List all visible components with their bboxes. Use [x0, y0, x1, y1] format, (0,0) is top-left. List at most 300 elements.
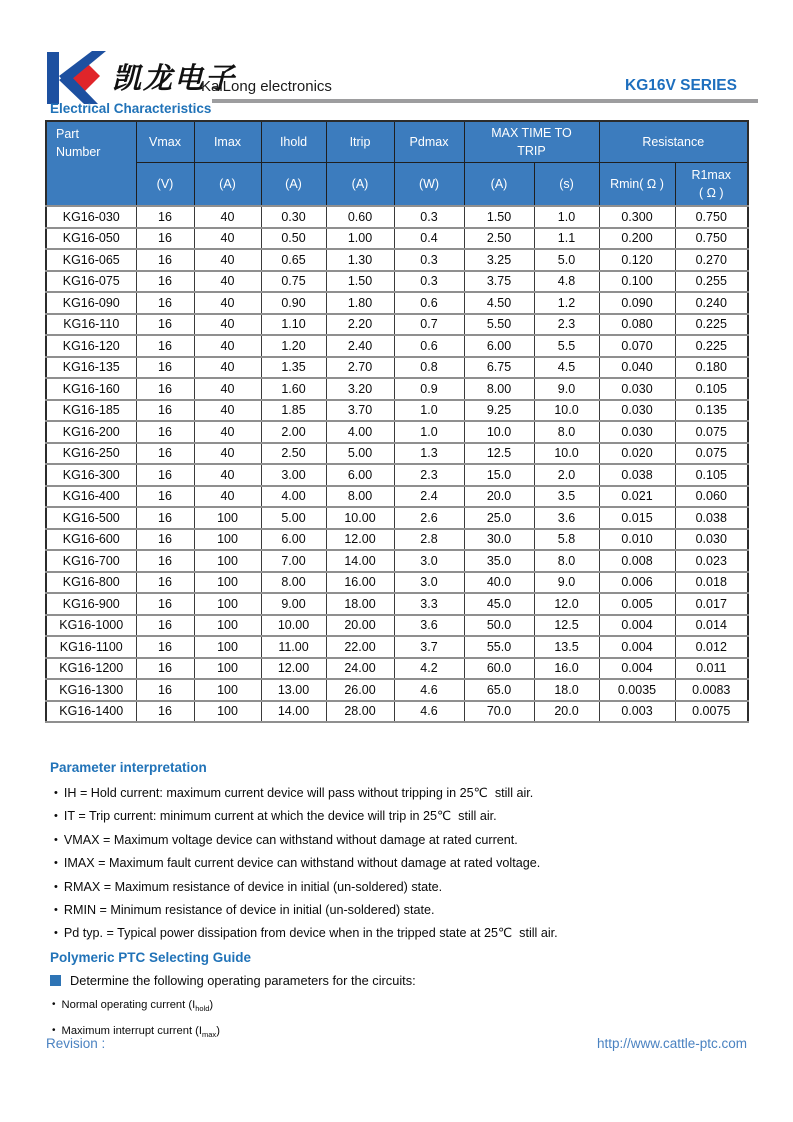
value-cell: 0.075: [675, 421, 748, 443]
table-row: [46, 507, 748, 529]
part-number-cell: KG16-135: [46, 357, 136, 379]
value-cell: 3.25: [464, 249, 534, 271]
value-cell: 0.070: [599, 335, 675, 357]
value-cell: 0.270: [675, 249, 748, 271]
value-cell: 3.0: [394, 550, 464, 572]
value-cell: 0.090: [599, 292, 675, 314]
value-cell: 2.3: [394, 464, 464, 486]
value-cell: 0.200: [599, 228, 675, 250]
value-cell: 3.3: [394, 593, 464, 615]
parameter-item: • IH = Hold current: maximum current device will pass without tripping in 25℃ still air.: [50, 782, 747, 805]
unit-header-cell: (W): [394, 163, 464, 207]
value-cell: 100: [194, 636, 261, 658]
table-row: [46, 357, 748, 379]
value-cell: 16: [136, 228, 194, 250]
company-name-chinese: 凯龙电子: [112, 63, 237, 95]
value-cell: 5.8: [534, 529, 599, 551]
website-link[interactable]: http://www.cattle-ptc.com: [596, 1036, 747, 1051]
column-header-part-number-label: Part Number: [56, 127, 101, 160]
table-row: [46, 335, 748, 357]
value-cell: 0.030: [675, 529, 748, 551]
table-row: [46, 228, 748, 250]
value-cell: 8.00: [326, 486, 394, 508]
value-cell: 0.008: [599, 550, 675, 572]
value-cell: 16: [136, 443, 194, 465]
value-cell: 100: [194, 507, 261, 529]
parameter-item: • RMIN = Minimum resistance of device in initial (un-soldered) state.: [50, 899, 747, 922]
value-cell: 0.0075: [675, 701, 748, 723]
part-number-cell: KG16-800: [46, 572, 136, 594]
column-header-itrip: Itrip: [326, 121, 394, 163]
value-cell: 0.004: [599, 658, 675, 680]
value-cell: 0.006: [599, 572, 675, 594]
value-cell: 40: [194, 228, 261, 250]
value-cell: 0.3: [394, 249, 464, 271]
parameter-item: • RMAX = Maximum resistance of device in initial (un-soldered) state.: [50, 876, 747, 899]
value-cell: 1.60: [261, 378, 326, 400]
value-cell: 40: [194, 421, 261, 443]
value-cell: 8.0: [534, 550, 599, 572]
part-number-cell: KG16-200: [46, 421, 136, 443]
value-cell: 0.255: [675, 271, 748, 293]
value-cell: 0.750: [675, 228, 748, 250]
value-cell: 5.5: [534, 335, 599, 357]
value-cell: 35.0: [464, 550, 534, 572]
value-cell: 16: [136, 206, 194, 228]
value-cell: 1.0: [394, 421, 464, 443]
value-cell: 0.120: [599, 249, 675, 271]
value-cell: 0.038: [599, 464, 675, 486]
value-cell: 0.010: [599, 529, 675, 551]
value-cell: 6.75: [464, 357, 534, 379]
value-cell: 6.00: [261, 529, 326, 551]
value-cell: 100: [194, 615, 261, 637]
value-cell: 8.0: [534, 421, 599, 443]
value-cell: 2.50: [261, 443, 326, 465]
value-cell: 50.0: [464, 615, 534, 637]
value-cell: 25.0: [464, 507, 534, 529]
table-row: [46, 486, 748, 508]
value-cell: 0.3: [394, 271, 464, 293]
value-cell: 16: [136, 593, 194, 615]
value-cell: 0.30: [261, 206, 326, 228]
parameter-list: [50, 782, 747, 946]
value-cell: 40: [194, 335, 261, 357]
value-cell: 12.0: [534, 593, 599, 615]
value-cell: 28.00: [326, 701, 394, 723]
table-row: [46, 271, 748, 293]
part-number-cell: KG16-065: [46, 249, 136, 271]
part-number-cell: KG16-1300: [46, 679, 136, 701]
value-cell: 1.35: [261, 357, 326, 379]
table-body: [46, 206, 748, 722]
value-cell: 2.4: [394, 486, 464, 508]
value-cell: 0.8: [394, 357, 464, 379]
value-cell: 3.7: [394, 636, 464, 658]
part-number-cell: KG16-600: [46, 529, 136, 551]
value-cell: 0.75: [261, 271, 326, 293]
value-cell: 16: [136, 550, 194, 572]
part-number-cell: KG16-030: [46, 206, 136, 228]
value-cell: 0.005: [599, 593, 675, 615]
value-cell: 2.70: [326, 357, 394, 379]
guide-lead-text: Determine the following operating parameters for the circuits:: [70, 973, 416, 988]
value-cell: 15.0: [464, 464, 534, 486]
value-cell: 5.50: [464, 314, 534, 336]
value-cell: 4.6: [394, 701, 464, 723]
table-row: [46, 400, 748, 422]
part-number-cell: KG16-250: [46, 443, 136, 465]
column-header-vmax: Vmax: [136, 121, 194, 163]
value-cell: 0.030: [599, 421, 675, 443]
value-cell: 40: [194, 378, 261, 400]
value-cell: 0.50: [261, 228, 326, 250]
part-number-cell: KG16-1000: [46, 615, 136, 637]
column-header-max-time-to-trip-label: MAX TIME TO TRIP: [491, 125, 572, 158]
value-cell: 4.00: [261, 486, 326, 508]
value-cell: 100: [194, 658, 261, 680]
section-title-selecting-guide: Polymeric PTC Selecting Guide: [50, 950, 252, 965]
table-row: [46, 249, 748, 271]
unit-header-cell: (s): [534, 163, 599, 207]
table-row: [46, 378, 748, 400]
revision-label: Revision :: [46, 1036, 106, 1051]
value-cell: 1.10: [261, 314, 326, 336]
value-cell: 0.030: [599, 378, 675, 400]
value-cell: 30.0: [464, 529, 534, 551]
value-cell: 3.00: [261, 464, 326, 486]
value-cell: 0.004: [599, 615, 675, 637]
kailong-logo-icon: [46, 50, 108, 106]
value-cell: 16: [136, 529, 194, 551]
value-cell: 40.0: [464, 572, 534, 594]
unit-header-cell: (V): [136, 163, 194, 207]
part-number-cell: KG16-185: [46, 400, 136, 422]
value-cell: 0.225: [675, 314, 748, 336]
value-cell: 1.3: [394, 443, 464, 465]
value-cell: 100: [194, 529, 261, 551]
value-cell: 4.50: [464, 292, 534, 314]
column-header-max-time-to-trip: [464, 121, 599, 163]
value-cell: 16: [136, 507, 194, 529]
value-cell: 3.6: [394, 615, 464, 637]
unit-header-cell: (A): [194, 163, 261, 207]
parameter-item: • Pd typ. = Typical power dissipation from device when in the tripped state at 25℃ still air.: [50, 922, 747, 945]
value-cell: 1.0: [394, 400, 464, 422]
value-cell: 1.20: [261, 335, 326, 357]
value-cell: 2.6: [394, 507, 464, 529]
part-number-cell: KG16-050: [46, 228, 136, 250]
value-cell: 0.90: [261, 292, 326, 314]
value-cell: 9.0: [534, 378, 599, 400]
value-cell: 10.00: [326, 507, 394, 529]
value-cell: 2.3: [534, 314, 599, 336]
value-cell: 11.00: [261, 636, 326, 658]
value-cell: 16: [136, 400, 194, 422]
value-cell: 0.040: [599, 357, 675, 379]
table-units-row: [46, 163, 748, 207]
value-cell: 22.00: [326, 636, 394, 658]
page-footer: [46, 1036, 747, 1051]
value-cell: 10.00: [261, 615, 326, 637]
part-number-cell: KG16-1200: [46, 658, 136, 680]
header-divider: [212, 99, 758, 103]
value-cell: 2.8: [394, 529, 464, 551]
value-cell: 4.5: [534, 357, 599, 379]
value-cell: 1.50: [326, 271, 394, 293]
value-cell: 0.023: [675, 550, 748, 572]
column-header-imax: Imax: [194, 121, 261, 163]
value-cell: 65.0: [464, 679, 534, 701]
value-cell: 40: [194, 249, 261, 271]
value-cell: 0.6: [394, 292, 464, 314]
value-cell: 4.6: [394, 679, 464, 701]
value-cell: 16: [136, 335, 194, 357]
parameter-interpretation-section: [50, 760, 747, 946]
value-cell: 1.50: [464, 206, 534, 228]
value-cell: 16: [136, 658, 194, 680]
value-cell: 13.5: [534, 636, 599, 658]
value-cell: 0.038: [675, 507, 748, 529]
value-cell: 24.00: [326, 658, 394, 680]
value-cell: 0.65: [261, 249, 326, 271]
table-row: [46, 572, 748, 594]
value-cell: 4.00: [326, 421, 394, 443]
value-cell: 3.20: [326, 378, 394, 400]
value-cell: 26.00: [326, 679, 394, 701]
table-row: [46, 292, 748, 314]
value-cell: 2.00: [261, 421, 326, 443]
value-cell: 0.180: [675, 357, 748, 379]
value-cell: 40: [194, 357, 261, 379]
value-cell: 0.030: [599, 400, 675, 422]
value-cell: 10.0: [534, 443, 599, 465]
part-number-cell: KG16-120: [46, 335, 136, 357]
value-cell: 0.3: [394, 206, 464, 228]
value-cell: 1.85: [261, 400, 326, 422]
part-number-cell: KG16-110: [46, 314, 136, 336]
part-number-cell: KG16-1400: [46, 701, 136, 723]
value-cell: 0.105: [675, 464, 748, 486]
value-cell: 16: [136, 292, 194, 314]
value-cell: 0.0035: [599, 679, 675, 701]
value-cell: 40: [194, 314, 261, 336]
value-cell: 0.6: [394, 335, 464, 357]
value-cell: 14.00: [261, 701, 326, 723]
column-header-resistance: Resistance: [599, 121, 748, 163]
value-cell: 0.9: [394, 378, 464, 400]
value-cell: 0.011: [675, 658, 748, 680]
value-cell: 4.8: [534, 271, 599, 293]
value-cell: 3.0: [394, 572, 464, 594]
value-cell: 20.00: [326, 615, 394, 637]
value-cell: 45.0: [464, 593, 534, 615]
part-number-cell: KG16-400: [46, 486, 136, 508]
value-cell: 16.0: [534, 658, 599, 680]
square-bullet-icon: [50, 975, 61, 986]
value-cell: 0.012: [675, 636, 748, 658]
value-cell: 0.4: [394, 228, 464, 250]
value-cell: 6.00: [464, 335, 534, 357]
value-cell: 40: [194, 400, 261, 422]
value-cell: 2.0: [534, 464, 599, 486]
company-name: KaiLong electronics: [201, 78, 332, 95]
value-cell: 40: [194, 206, 261, 228]
value-cell: 9.00: [261, 593, 326, 615]
table-row: [46, 421, 748, 443]
table-row: [46, 658, 748, 680]
value-cell: 0.300: [599, 206, 675, 228]
column-header-ihold: Ihold: [261, 121, 326, 163]
value-cell: 0.004: [599, 636, 675, 658]
value-cell: 1.00: [326, 228, 394, 250]
part-number-cell: KG16-075: [46, 271, 136, 293]
part-number-cell: KG16-900: [46, 593, 136, 615]
value-cell: 40: [194, 271, 261, 293]
value-cell: 40: [194, 292, 261, 314]
value-cell: 70.0: [464, 701, 534, 723]
value-cell: 16: [136, 636, 194, 658]
value-cell: 0.021: [599, 486, 675, 508]
table-row: [46, 529, 748, 551]
value-cell: 4.2: [394, 658, 464, 680]
unit-header-cell: (A): [326, 163, 394, 207]
value-cell: 16.00: [326, 572, 394, 594]
unit-header-cell: Rmin( Ω ): [599, 163, 675, 207]
value-cell: 0.017: [675, 593, 748, 615]
value-cell: 55.0: [464, 636, 534, 658]
guide-item: • Normal operating current $(I_{hold})$: [52, 994, 747, 1020]
guide-lead-row: [50, 973, 747, 988]
value-cell: 16: [136, 486, 194, 508]
unit-header-cell: R1max ( Ω ): [675, 163, 748, 207]
value-cell: 12.5: [464, 443, 534, 465]
table-row: [46, 636, 748, 658]
value-cell: 1.2: [534, 292, 599, 314]
value-cell: 14.00: [326, 550, 394, 572]
value-cell: 100: [194, 593, 261, 615]
value-cell: 7.00: [261, 550, 326, 572]
value-cell: 0.015: [599, 507, 675, 529]
value-cell: 8.00: [464, 378, 534, 400]
guide-item: • Maximum interrupt current $(I_{max})$: [52, 1020, 747, 1046]
section-title-electrical-characteristics: Electrical Characteristics: [50, 101, 212, 116]
part-number-cell: KG16-090: [46, 292, 136, 314]
value-cell: 2.20: [326, 314, 394, 336]
column-header-pdmax: Pdmax: [394, 121, 464, 163]
value-cell: 1.30: [326, 249, 394, 271]
value-cell: 0.003: [599, 701, 675, 723]
value-cell: 0.0083: [675, 679, 748, 701]
table-row: [46, 679, 748, 701]
value-cell: 0.105: [675, 378, 748, 400]
value-cell: 20.0: [534, 701, 599, 723]
value-cell: 0.080: [599, 314, 675, 336]
part-number-cell: KG16-160: [46, 378, 136, 400]
value-cell: 40: [194, 486, 261, 508]
value-cell: 3.70: [326, 400, 394, 422]
value-cell: 0.020: [599, 443, 675, 465]
table-row: [46, 550, 748, 572]
value-cell: 9.25: [464, 400, 534, 422]
table-row: [46, 464, 748, 486]
value-cell: 0.60: [326, 206, 394, 228]
value-cell: 40: [194, 443, 261, 465]
table-row: [46, 615, 748, 637]
value-cell: 16: [136, 615, 194, 637]
value-cell: 18.0: [534, 679, 599, 701]
value-cell: 16: [136, 679, 194, 701]
table-row: [46, 314, 748, 336]
part-number-cell: KG16-300: [46, 464, 136, 486]
value-cell: 2.40: [326, 335, 394, 357]
value-cell: 8.00: [261, 572, 326, 594]
value-cell: 16: [136, 271, 194, 293]
value-cell: 6.00: [326, 464, 394, 486]
table-row: [46, 593, 748, 615]
parameter-item: • VMAX = Maximum voltage device can withstand without damage at rated current.: [50, 829, 747, 852]
value-cell: 1.80: [326, 292, 394, 314]
table-row: [46, 443, 748, 465]
value-cell: 0.060: [675, 486, 748, 508]
value-cell: 1.1: [534, 228, 599, 250]
value-cell: 5.00: [326, 443, 394, 465]
part-number-cell: KG16-1100: [46, 636, 136, 658]
value-cell: 16: [136, 357, 194, 379]
value-cell: 3.75: [464, 271, 534, 293]
value-cell: 100: [194, 550, 261, 572]
value-cell: 10.0: [534, 400, 599, 422]
value-cell: 5.00: [261, 507, 326, 529]
part-number-cell: KG16-700: [46, 550, 136, 572]
value-cell: 12.5: [534, 615, 599, 637]
value-cell: 2.50: [464, 228, 534, 250]
value-cell: 12.00: [326, 529, 394, 551]
section-title-parameter-interpretation: Parameter interpretation: [50, 760, 207, 775]
column-header-part-number: [46, 121, 136, 206]
value-cell: 40: [194, 464, 261, 486]
electrical-characteristics-table: [45, 120, 749, 723]
value-cell: 0.7: [394, 314, 464, 336]
value-cell: 16: [136, 314, 194, 336]
unit-header-cell: (A): [261, 163, 326, 207]
value-cell: 3.6: [534, 507, 599, 529]
value-cell: 100: [194, 572, 261, 594]
table-row: [46, 701, 748, 723]
value-cell: 0.135: [675, 400, 748, 422]
parameter-item: • IT = Trip current: minimum current at which the device will trip in 25℃ still air.: [50, 805, 747, 828]
value-cell: 60.0: [464, 658, 534, 680]
selecting-guide-section: [50, 950, 747, 1046]
value-cell: 16: [136, 421, 194, 443]
part-number-cell: KG16-500: [46, 507, 136, 529]
value-cell: 0.014: [675, 615, 748, 637]
value-cell: 10.0: [464, 421, 534, 443]
value-cell: 0.750: [675, 206, 748, 228]
value-cell: 16: [136, 701, 194, 723]
value-cell: 3.5: [534, 486, 599, 508]
company-logo: [46, 50, 108, 106]
value-cell: 100: [194, 679, 261, 701]
value-cell: 5.0: [534, 249, 599, 271]
value-cell: 16: [136, 249, 194, 271]
value-cell: 16: [136, 572, 194, 594]
value-cell: 0.075: [675, 443, 748, 465]
value-cell: 0.018: [675, 572, 748, 594]
table-row: [46, 206, 748, 228]
value-cell: 18.00: [326, 593, 394, 615]
parameter-item: • IMAX = Maximum fault current device can withstand without damage at rated voltage.: [50, 852, 747, 875]
